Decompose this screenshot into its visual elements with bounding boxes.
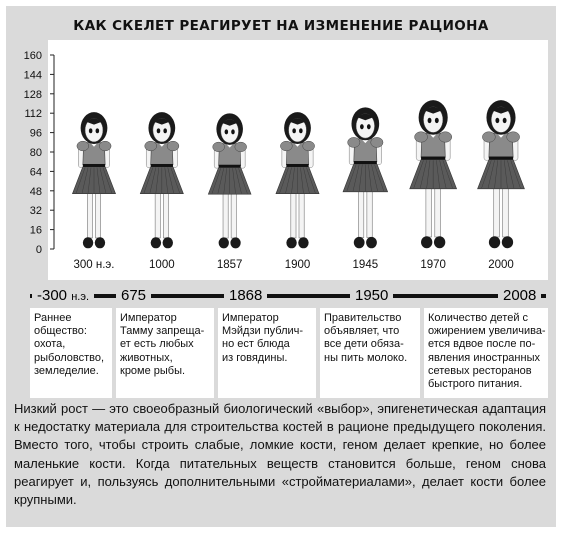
figure-eye (299, 128, 303, 133)
figure-sleeve (213, 142, 225, 152)
figure-eye (89, 128, 93, 133)
figure-eye (157, 128, 161, 133)
y-tick-label: 80 (29, 147, 42, 159)
caption-text: Низкий рост — это своеобразный биологический «выбор», эпигенетическая адаптация к недостатку материала для строительства костей в рационе предыдущего поколения. Вместо того, чтобы строить слабые, ломкие кости, геном делает крепкие, но более маленькие кости. Когда питательных веществ становится больше, геном снова реагирует и, пользуясь дополнительными «стройматериалами», делает кости более крупными. (14, 401, 546, 508)
figure-leg (426, 186, 432, 237)
figure-shoe (219, 237, 229, 248)
figure-eye (503, 118, 507, 123)
figure-sleeve (348, 137, 360, 147)
figure-sleeve (303, 141, 315, 151)
figure-leg (435, 186, 441, 237)
timeline-year (350, 286, 393, 306)
figure-belt (489, 157, 513, 160)
figure-shoe (502, 236, 513, 248)
figure-leg (95, 191, 100, 238)
timeline-year (116, 286, 151, 306)
timeline-year (32, 286, 94, 306)
figure-belt (219, 165, 241, 168)
event-item: Император Мэйдзи публич- но ест блюда из говядины. (218, 308, 316, 398)
figure-sleeve (77, 141, 89, 151)
y-tick-label: 144 (23, 69, 42, 82)
figure-eye (367, 124, 371, 129)
figure-sleeve (371, 137, 383, 147)
figure-shoe (489, 236, 500, 248)
timeline-year-value: 1950 (355, 287, 389, 304)
x-tick-label: 1900 (284, 259, 311, 271)
timeline (6, 286, 556, 310)
figure-sleeve (280, 141, 292, 151)
event-list (6, 308, 556, 400)
figure-eye (495, 118, 499, 123)
event-item: Император Тамму запреща- ет есть любых животных, кроме рыбы. (116, 308, 214, 398)
figure-belt (286, 164, 308, 167)
timeline-year (498, 286, 541, 306)
figure-leg (155, 191, 160, 238)
figure-leg (163, 191, 168, 238)
event-item: Правительство объявляет, что все дети обяза- ны пить молоко. (320, 308, 420, 398)
figure-eye (225, 129, 229, 134)
figure-shoe (230, 237, 240, 248)
figure-sleeve (167, 141, 179, 151)
figure-sleeve (439, 132, 452, 143)
figure-shoe (298, 237, 308, 248)
figure-eye (163, 128, 167, 133)
timeline-line (30, 294, 546, 298)
figure-shoe (354, 237, 365, 248)
y-tick-label: 112 (24, 108, 42, 121)
figure-eye (360, 124, 364, 129)
y-tick-label: 96 (29, 127, 42, 140)
figure-belt (83, 164, 105, 167)
timeline-year-value: 2008 (503, 287, 537, 304)
figure-belt (421, 157, 445, 160)
figure-sleeve (235, 142, 247, 152)
figure-eye (435, 118, 439, 123)
x-tick-label: 1945 (352, 259, 379, 271)
figure-shoe (163, 237, 173, 248)
x-tick-label: 1970 (420, 259, 446, 271)
y-tick-label: 48 (29, 185, 42, 198)
figure-shoe (83, 237, 93, 248)
event-item: Количество детей с ожирением увеличива- ется вдвое после по- явления иностранных сетевых ресторанов быстрого питания. (424, 308, 548, 398)
figure-sleeve (507, 132, 520, 143)
figure-shoe (366, 237, 377, 248)
figure-sleeve (99, 141, 111, 151)
infographic (6, 6, 556, 527)
y-tick-label: 128 (23, 88, 42, 101)
y-tick-label: 0 (35, 244, 42, 256)
figure-leg (231, 191, 236, 238)
timeline-year-value: -300 (37, 287, 68, 304)
page-title: КАК СКЕЛЕТ РЕАГИРУЕТ НА ИЗМЕНЕНИЕ РАЦИОНА (73, 18, 489, 34)
figure-eye (96, 128, 100, 133)
figure-shoe (286, 237, 296, 248)
y-tick-label: 160 (23, 50, 42, 62)
figure-eye (231, 129, 235, 134)
figure-leg (503, 186, 509, 237)
x-tick-label: 300 н.э. (73, 259, 115, 271)
timeline-year (224, 286, 267, 306)
x-tick-label: 1000 (149, 259, 175, 271)
timeline-year-suffix: н.э. (71, 291, 90, 303)
figure-sleeve (415, 132, 428, 143)
timeline-year-value: 1868 (229, 287, 263, 304)
figure-leg (367, 189, 372, 238)
figure-eye (428, 118, 432, 123)
figure-shoe (421, 236, 432, 248)
figure-leg (223, 191, 228, 238)
figure-belt (151, 164, 173, 167)
y-tick-label: 64 (29, 166, 42, 179)
event-item: Раннее общество: охота, рыболовство, земледелие. (30, 308, 112, 398)
figure-sleeve (145, 141, 157, 151)
figure-shoe (434, 236, 445, 248)
x-tick-label: 2000 (488, 259, 514, 271)
figure-leg (299, 191, 304, 238)
figure-sleeve (482, 132, 495, 143)
figure-belt (354, 161, 377, 164)
figure-leg (87, 191, 92, 238)
figure-leg (494, 186, 500, 237)
timeline-year-value: 675 (121, 287, 147, 304)
x-tick-label: 1857 (216, 259, 243, 271)
figure-shoe (95, 237, 105, 248)
y-tick-label: 16 (29, 224, 42, 237)
height-chart (6, 6, 556, 286)
figure-eye (292, 128, 296, 133)
figure-leg (358, 189, 363, 238)
y-tick-label: 32 (29, 205, 42, 218)
figure-leg (291, 191, 296, 238)
figure-shoe (151, 237, 161, 248)
